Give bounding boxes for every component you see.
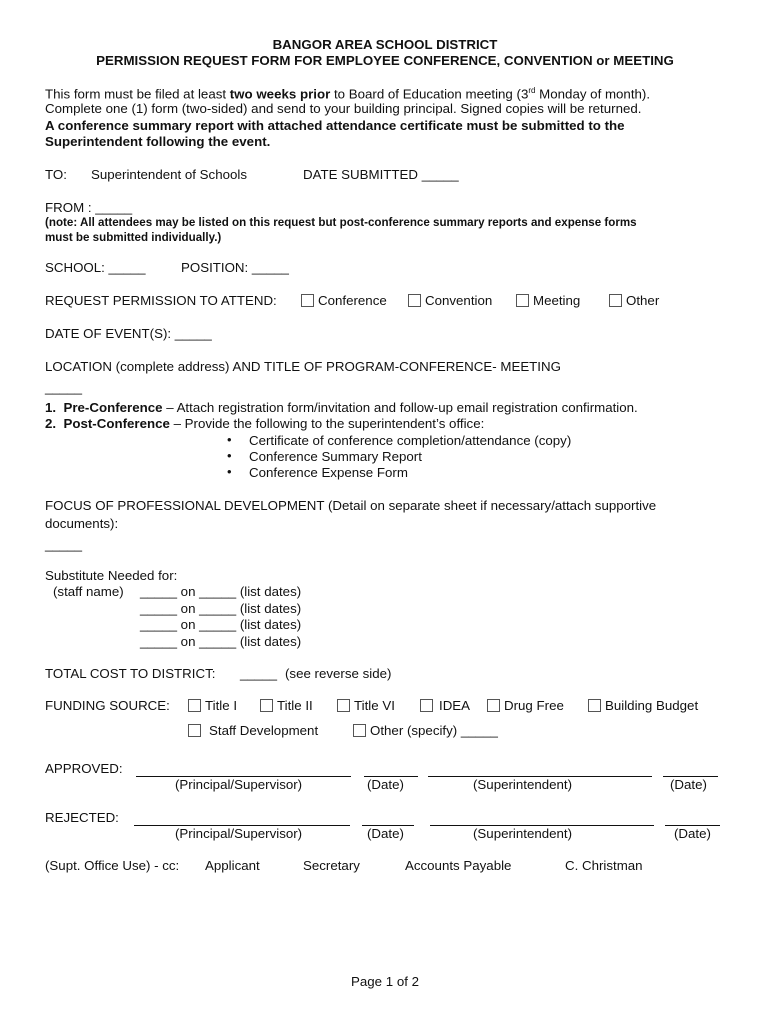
- bullet-icon: •: [227, 464, 232, 479]
- checkbox-icon[interactable]: [353, 724, 366, 737]
- intro-line-2: Complete one (1) form (two-sided) and send to your building principal. Signed copies will be returned.: [45, 101, 642, 116]
- checkbox-icon[interactable]: [408, 294, 421, 307]
- bullet-item: Conference Expense Form: [249, 465, 408, 480]
- intro-text: Monday of month).: [535, 86, 651, 102]
- staff-name-label: (staff name): [53, 584, 124, 599]
- bullet-icon: •: [227, 432, 232, 447]
- location-field[interactable]: _____: [45, 380, 82, 395]
- attendee-note-line-2: must be submitted individually.): [45, 231, 222, 244]
- checkbox-icon[interactable]: [188, 699, 201, 712]
- approved-label: APPROVED:: [45, 761, 123, 776]
- checkbox-title-i[interactable]: [188, 698, 237, 713]
- cc-secretary: Secretary: [303, 858, 360, 873]
- step-number: 2.: [45, 416, 57, 431]
- to-label: TO:: [45, 167, 67, 182]
- checkbox-label: Title I: [205, 698, 238, 713]
- position-field[interactable]: POSITION: _____: [181, 260, 289, 275]
- step-number: 1.: [45, 400, 57, 415]
- cc-christman: C. Christman: [565, 858, 643, 873]
- checkbox-convention[interactable]: [408, 293, 492, 308]
- checkbox-label: Drug Free: [504, 698, 564, 713]
- funding-source-label: FUNDING SOURCE:: [45, 698, 170, 713]
- substitute-row[interactable]: _____ on _____ (list dates): [140, 634, 302, 649]
- form-title: PERMISSION REQUEST FORM FOR EMPLOYEE CONFERENCE, CONVENTION or MEETING: [96, 53, 674, 68]
- focus-label-line-2: documents):: [45, 516, 119, 531]
- approved-date-caption-2: (Date): [670, 777, 707, 792]
- checkbox-meeting[interactable]: [516, 293, 580, 308]
- location-label: LOCATION (complete address) AND TITLE OF PROGRAM-CONFERENCE- MEETING: [45, 359, 561, 374]
- date-of-events-field[interactable]: DATE OF EVENT(S): _____: [45, 326, 212, 341]
- total-cost-field[interactable]: _____: [240, 666, 277, 681]
- district-name: BANGOR AREA SCHOOL DISTRICT: [272, 37, 498, 52]
- checkbox-staff-development[interactable]: [188, 723, 318, 738]
- checkbox-icon[interactable]: [609, 294, 622, 307]
- checkbox-label: IDEA: [439, 698, 471, 713]
- total-cost-note: (see reverse side): [285, 666, 392, 681]
- request-permission-label: REQUEST PERMISSION TO ATTEND:: [45, 293, 277, 308]
- step-title: Pre-Conference: [63, 400, 163, 415]
- focus-field[interactable]: _____: [45, 537, 82, 552]
- checkbox-building-budget[interactable]: [588, 698, 698, 713]
- intro-superscript: rd: [528, 86, 536, 95]
- checkbox-conference[interactable]: [301, 293, 387, 308]
- rejected-date-caption: (Date): [367, 826, 404, 841]
- bullet-item: Conference Summary Report: [249, 449, 422, 464]
- focus-label-line-1: FOCUS OF PROFESSIONAL DEVELOPMENT (Detail on separate sheet if necessary/attach supportive: [45, 498, 657, 513]
- checkbox-other[interactable]: [609, 293, 659, 308]
- checkbox-label: Title VI: [354, 698, 395, 713]
- rejected-principal-caption: (Principal/Supervisor): [175, 826, 303, 841]
- approved-superintendent-caption: (Superintendent): [473, 777, 573, 792]
- approved-date-caption: (Date): [367, 777, 404, 792]
- step-post-conference: [45, 416, 484, 431]
- checkbox-icon[interactable]: [188, 724, 201, 737]
- date-submitted-field[interactable]: DATE SUBMITTED _____: [303, 167, 459, 182]
- checkbox-other-funding[interactable]: [353, 723, 498, 738]
- total-cost-label: TOTAL COST TO DISTRICT:: [45, 666, 216, 681]
- checkbox-drug-free[interactable]: [487, 698, 564, 713]
- page-number: Page 1 of 2: [350, 974, 420, 989]
- from-field[interactable]: FROM : _____: [45, 200, 133, 215]
- rejected-label: REJECTED:: [45, 810, 119, 825]
- checkbox-title-ii[interactable]: [260, 698, 313, 713]
- substitute-row[interactable]: _____ on _____ (list dates): [140, 617, 302, 632]
- summary-requirement-line-1: A conference summary report with attached attendance certificate must be submitted to the: [45, 118, 625, 133]
- attendee-note-line-1: (note: All attendees may be listed on this request but post-conference summary reports and expense forms: [45, 216, 637, 229]
- step-text: – Provide the following to the superintendent’s office:: [169, 416, 485, 431]
- checkbox-icon[interactable]: [487, 699, 500, 712]
- intro-line-1: [45, 86, 650, 101]
- bullet-item: Certificate of conference completion/attendance (copy): [249, 433, 572, 448]
- summary-requirement-line-2: Superintendent following the event.: [45, 134, 271, 149]
- cc-accounts-payable: Accounts Payable: [405, 858, 512, 873]
- rejected-date-caption-2: (Date): [674, 826, 711, 841]
- checkbox-label: Meeting: [533, 293, 581, 308]
- checkbox-icon[interactable]: [420, 699, 433, 712]
- intro-text: This form must be filed at least: [45, 86, 230, 102]
- to-value: Superintendent of Schools: [91, 167, 247, 182]
- approved-principal-caption: (Principal/Supervisor): [175, 777, 303, 792]
- intro-text: to Board of Education meeting (3: [330, 86, 529, 102]
- checkbox-label: Conference: [318, 293, 387, 308]
- checkbox-icon[interactable]: [301, 294, 314, 307]
- substitute-row[interactable]: _____ on _____ (list dates): [140, 584, 302, 599]
- step-pre-conference: [45, 400, 638, 415]
- substitute-row[interactable]: _____ on _____ (list dates): [140, 601, 302, 616]
- cc-label: (Supt. Office Use) - cc:: [45, 858, 180, 873]
- checkbox-icon[interactable]: [337, 699, 350, 712]
- checkbox-label: Staff Development: [209, 723, 319, 738]
- checkbox-label: Convention: [425, 293, 493, 308]
- checkbox-label: Building Budget: [605, 698, 699, 713]
- checkbox-label: Other: [626, 293, 660, 308]
- checkbox-title-vi[interactable]: [337, 698, 395, 713]
- rejected-superintendent-caption: (Superintendent): [473, 826, 573, 841]
- substitute-label: Substitute Needed for:: [45, 568, 178, 583]
- intro-emphasis: two weeks prior: [229, 86, 331, 102]
- cc-applicant: Applicant: [205, 858, 260, 873]
- checkbox-label: Other (specify) _____: [370, 723, 498, 738]
- step-text: – Attach registration form/invitation and follow-up email registration confirmation.: [162, 400, 638, 415]
- school-field[interactable]: SCHOOL: _____: [45, 260, 146, 275]
- step-title: Post-Conference: [63, 416, 170, 431]
- checkbox-icon[interactable]: [260, 699, 273, 712]
- checkbox-icon[interactable]: [516, 294, 529, 307]
- checkbox-label: Title II: [277, 698, 313, 713]
- checkbox-idea[interactable]: [420, 698, 470, 713]
- bullet-icon: •: [227, 448, 232, 463]
- checkbox-icon[interactable]: [588, 699, 601, 712]
